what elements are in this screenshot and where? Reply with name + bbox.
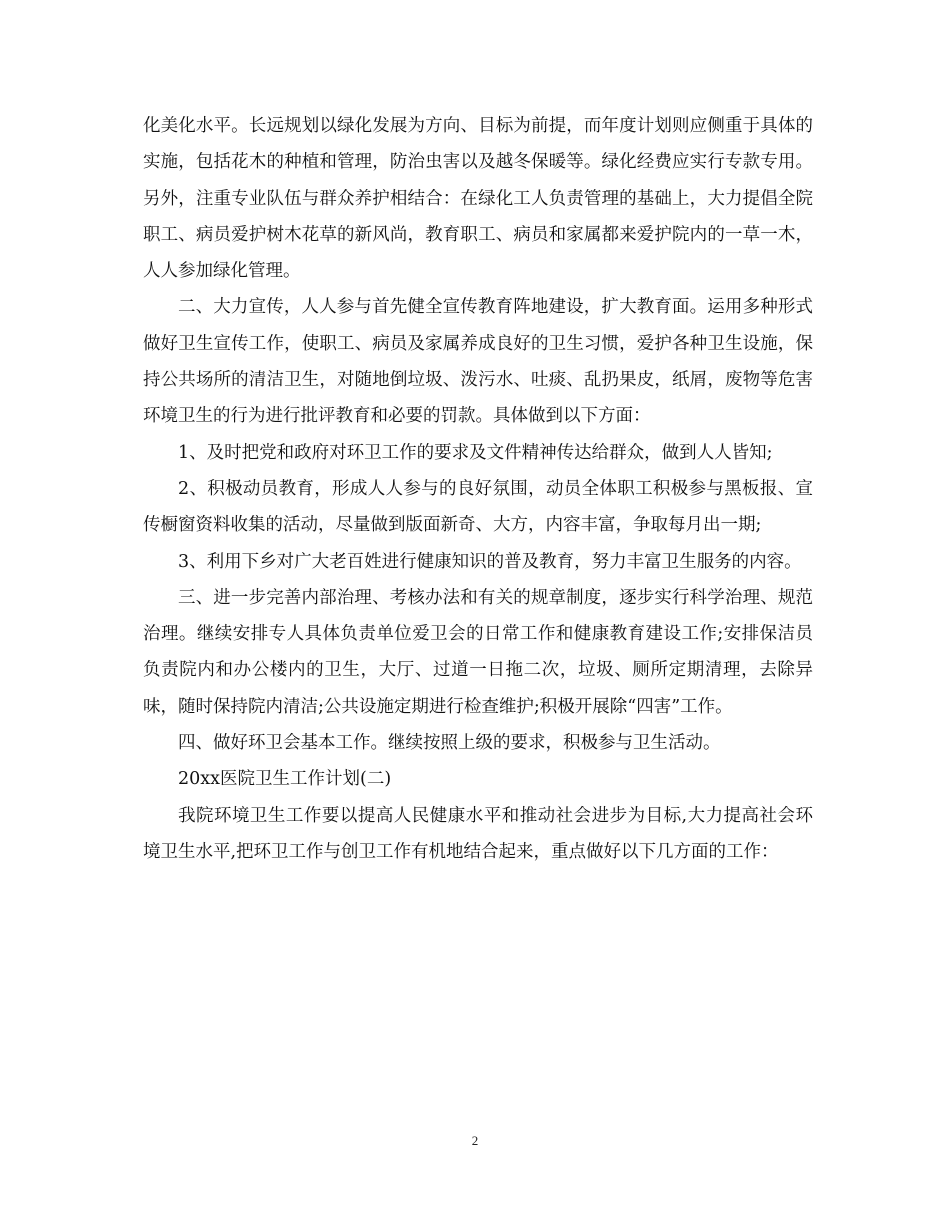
paragraph-2: 二、大力宣传，人人参与首先健全宣传教育阵地建设，扩大教育面。运用多种形式做好卫生宣传工作，使职工、病员及家属养成良好的卫生习惯，爱护各种卫生设施，保持公共场所的清洁卫生，对随地倒垃圾、泼污水、吐痰、乱扔果皮，纸屑，废物等危害环境卫生的行为进行批评教育和必要的罚款。具体做到以下方面：: [143, 297, 813, 427]
paragraph-7: 四、做好环卫会基本工作。继续按照上级的要求，积极参与卫生活动。: [178, 733, 721, 754]
section-heading: 20xx医院卫生工作计划(二): [178, 769, 392, 790]
paragraph-1: 化美化水平。长远规划以绿化发展为方向、目标为前提，而年度计划则应侧重于具体的实施，包括花木的种植和管理，防治虫害以及越冬保暖等。绿化经费应实行专款专用。另外，注重专业队伍与群众养护相结合：在绿化工人负责管理的基础上，大力提倡全院职工、病员爱护树木花草的新风尚，教育职工、病员和家属都来爱护院内的一草一木，人人参加绿化管理。: [143, 116, 813, 282]
paragraph-3: 1、及时把党和政府对环卫工作的要求及文件精神传达给群众，做到人人皆知;: [178, 442, 773, 463]
paragraph-4: 2、积极动员教育，形成人人参与的良好氛围，动员全体职工积极参与黑板报、宣传橱窗资料收集的活动，尽量做到版面新奇、大方，内容丰富，争取每月出一期;: [143, 478, 813, 536]
page-number: 2: [471, 1133, 479, 1148]
document-body: [143, 108, 813, 870]
paragraph-5: 3、利用下乡对广大老百姓进行健康知识的普及教育，努力丰富卫生服务的内容。: [178, 551, 802, 572]
paragraph-9: 我院环境卫生工作要以提高人民健康水平和推动社会进步为目标,大力提高社会环境卫生水平,把环卫工作与创卫工作有机地结合起来，重点做好以下几方面的工作：: [143, 805, 813, 862]
paragraph-6: 三、进一步完善内部治理、考核办法和有关的规章制度，逐步实行科学治理、规范治理。继续安排专人具体负责单位爱卫会的日常工作和健康教育建设工作;安排保洁员负责院内和办公楼内的卫生，大厅、过道一日拖二次，垃圾、厕所定期清理，去除异味，随时保持院内清洁;公共设施定期进行检查维护;积极开展除“四害”工作。: [143, 587, 813, 717]
